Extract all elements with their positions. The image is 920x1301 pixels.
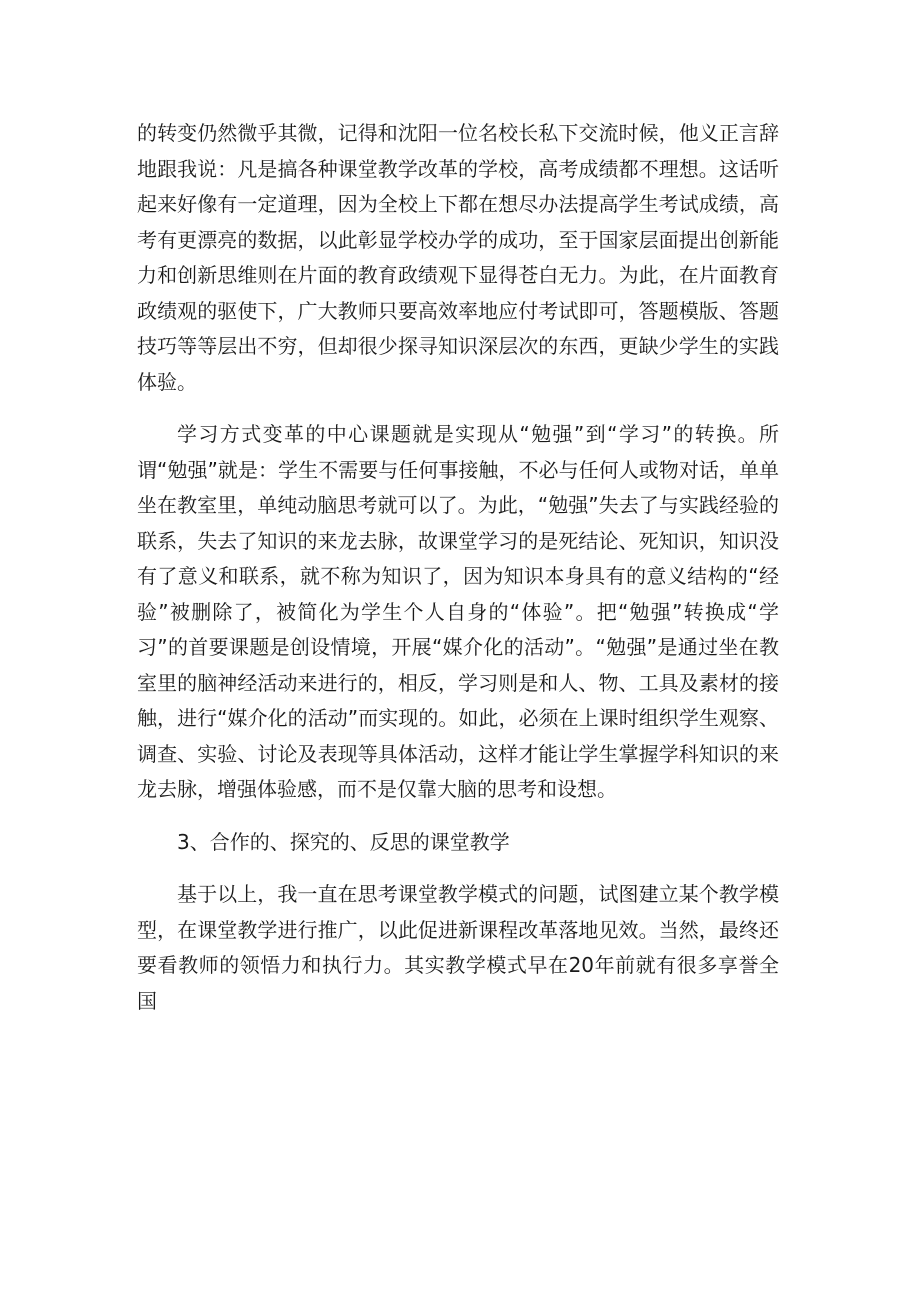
body-paragraph-2: 学习方式变革的中心课题就是实现从“勉强”到“学习”的转换。所谓“勉强”就是：学生不需要与任何事接触，不必与任何人或物对话，单单坐在教室里，单纯动脑思考就可以了。为此，“勉强”失去了与实践经验的联系，失去了知识的来龙去脉，故课堂学习的是死结论、死知识，知识没有了意义和联系，就不称为知识了，因为知识本身具有的意义结构的“经验”被删除了，被简化为学生个人自身的“体验”。把“勉强”转换成“学习”的首要课题是创设情境，开展“媒介化的活动”。“勉强”是通过坐在教室里的脑神经活动来进行的，相反，学习则是和人、物、工具及素材的接触，进行“媒介化的活动”而实现的。如此，必须在上课时组织学生观察、调查、实验、讨论及表现等具体活动，这样才能让学生掌握学科知识的来龙去脉，增强体验感，而不是仅靠大脑的思考和设想。 <box>137 422 779 801</box>
body-paragraph-3: 基于以上，我一直在思考课堂教学模式的问题，试图建立某个教学模型，在课堂教学进行推广，以此促进新课程改革落地见效。当然，最终还要看教师的领悟力和执行力。其实教学模式早在20年前就有很多享誉全国 <box>137 882 779 1013</box>
body-paragraph-1: 的转变仍然微乎其微，记得和沈阳一位名校长私下交流时候，他义正言辞地跟我说：凡是搞各种课堂教学改革的学校，高考成绩都不理想。这话听起来好像有一定道理，因为全校上下都在想尽办法提高学生考试成绩，高考有更漂亮的数据，以此彰显学校办学的成功，至于国家层面提出创新能力和创新思维则在片面的教育政绩观下显得苍白无力。为此，在片面教育政绩观的驱使下，广大教师只要高效率地应付考试即可，答题模版、答题技巧等等层出不穷，但却很少探寻知识深层次的东西，更缺少学生的实践体验。 <box>137 121 779 394</box>
document-page <box>137 116 779 1019</box>
section-heading: 3、合作的、探究的、反思的课堂教学 <box>177 829 510 854</box>
